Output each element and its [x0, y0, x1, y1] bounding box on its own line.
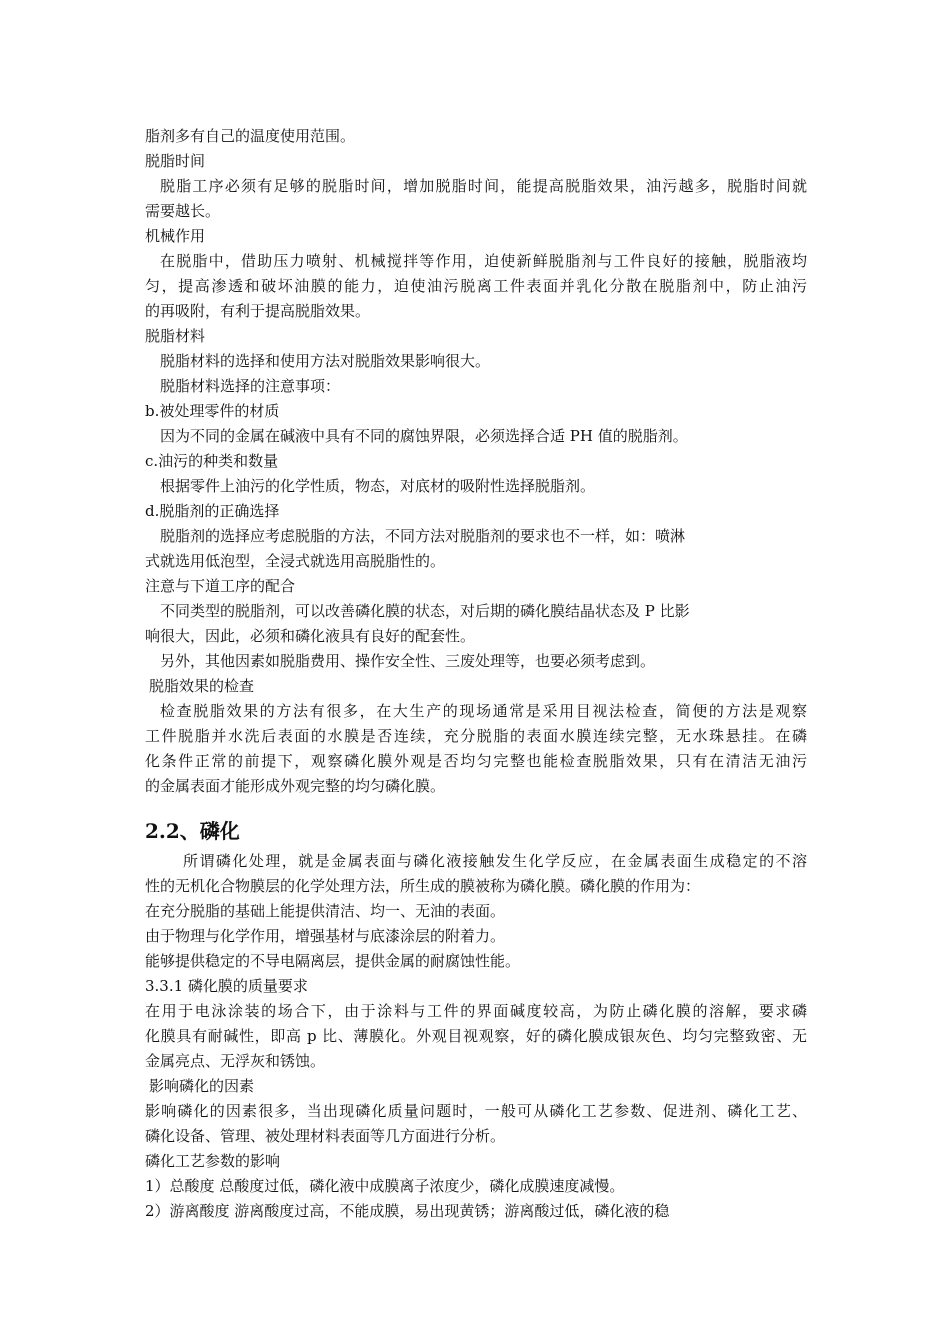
section-heading: 脱脂效果的检查: [149, 677, 255, 695]
paragraph-line: 因为不同的金属在碱液中具有不同的腐蚀界限，必须选择合适 PH 值的脱脂剂。: [160, 427, 688, 445]
paragraph-line: 匀，提高渗透和破坏油膜的能力，迫使油污脱离工件表面并乳化分散在脱脂剂中，防止油污: [145, 277, 807, 295]
section-heading: 影响磷化的因素: [149, 1077, 255, 1095]
paragraph-line: 在脱脂中，借助压力喷射、机械搅拌等作用，迫使新鲜脱脂剂与工件良好的接触，脱脂液均: [160, 252, 807, 270]
section-title-phosphating: 2.2、磷化: [145, 819, 240, 843]
paragraph-line: 由于物理与化学作用，增强基材与底漆涂层的附着力。: [145, 927, 506, 945]
paragraph-line: 的金属表面才能形成外观完整的均匀磷化膜。: [145, 777, 446, 795]
paragraph-line: 需要越长。: [145, 202, 221, 220]
paragraph-line: 影响磷化的因素很多，当出现磷化质量问题时，一般可从磷化工艺参数、促进剂、磷化工艺、: [145, 1102, 807, 1120]
paragraph-line: 脱脂工序必须有足够的脱脂时间，增加脱脂时间，能提高脱脂效果，油污越多，脱脂时间就: [160, 177, 807, 195]
paragraph-line: 不同类型的脱脂剂，可以改善磷化膜的状态，对后期的磷化膜结晶状态及 P 比影: [160, 602, 690, 620]
paragraph-line: 工件脱脂并水洗后表面的水膜是否连续，充分脱脂的表面水膜连续完整，无水珠悬挂。在磷: [145, 727, 807, 745]
paragraph-line: 响很大，因此，必须和磷化液具有良好的配套性。: [145, 627, 476, 645]
list-item-heading: d.脱脂剂的正确选择: [145, 502, 280, 520]
section-heading: 脱脂时间: [145, 152, 206, 170]
section-heading: 注意与下道工序的配合: [145, 577, 296, 595]
paragraph-line: 根据零件上油污的化学性质，物态，对底材的吸附性选择脱脂剂。: [160, 477, 596, 495]
section-heading: 磷化工艺参数的影响: [145, 1152, 281, 1170]
paragraph-line: 在充分脱脂的基础上能提供清洁、均一、无油的表面。: [145, 902, 506, 920]
section-heading: 机械作用: [145, 227, 206, 245]
list-item-heading: b.被处理零件的材质: [145, 402, 280, 420]
paragraph-line: 的再吸附，有利于提高脱脂效果。: [145, 302, 371, 320]
paragraph-line: 脂剂多有自己的温度使用范围。: [145, 127, 356, 145]
list-item-heading: c.油污的种类和数量: [145, 452, 279, 470]
paragraph-line: 脱脂剂的选择应考虑脱脂的方法，不同方法对脱脂剂的要求也不一样，如：喷淋: [160, 527, 686, 545]
paragraph-line: 所谓磷化处理，就是金属表面与磷化液接触发生化学反应，在金属表面生成稳定的不溶: [183, 852, 807, 870]
list-item: 2）游离酸度 游离酸度过高，不能成膜，易出现黄锈；游离酸过低，磷化液的稳: [145, 1202, 670, 1220]
section-heading: 脱脂材料: [145, 327, 206, 345]
paragraph-line: 化膜具有耐碱性，即高 p 比、薄膜化。外观目视观察，好的磷化膜成银灰色、均匀完整致密、无: [145, 1027, 807, 1045]
subsection-heading: 3.3.1 磷化膜的质量要求: [145, 977, 308, 995]
paragraph-line: 脱脂材料的选择和使用方法对脱脂效果影响很大。: [160, 352, 491, 370]
paragraph-line: 另外，其他因素如脱脂费用、操作安全性、三废处理等，也要必须考虑到。: [160, 652, 656, 670]
paragraph-line: 检查脱脂效果的方法有很多，在大生产的现场通常是采用目视法检查，简便的方法是观察: [160, 702, 807, 720]
paragraph-line: 化条件正常的前提下，观察磷化膜外观是否均匀完整也能检查脱脂效果，只有在清洁无油污: [145, 752, 807, 770]
paragraph-line: 脱脂材料选择的注意事项：: [160, 377, 341, 395]
paragraph-line: 磷化设备、管理、被处理材料表面等几方面进行分析。: [145, 1127, 506, 1145]
list-item: 1）总酸度 总酸度过低，磷化液中成膜离子浓度少，磷化成膜速度减慢。: [145, 1177, 625, 1195]
paragraph-line: 能够提供稳定的不导电隔离层，提供金属的耐腐蚀性能。: [145, 952, 521, 970]
paragraph-line: 式就选用低泡型，全浸式就选用高脱脂性的。: [145, 552, 446, 570]
paragraph-line: 在用于电泳涂装的场合下，由于涂料与工件的界面碱度较高，为防止磷化膜的溶解，要求磷: [145, 1002, 807, 1020]
paragraph-line: 金属亮点、无浮灰和锈蚀。: [145, 1052, 326, 1070]
paragraph-line: 性的无机化合物膜层的化学处理方法，所生成的膜被称为磷化膜。磷化膜的作用为：: [145, 877, 701, 895]
